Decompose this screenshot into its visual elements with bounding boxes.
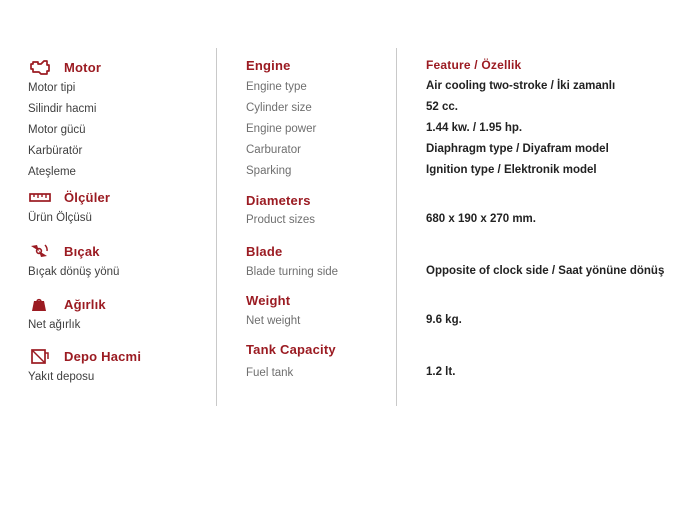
- group-weight-header: [28, 293, 106, 315]
- spec-label-en: Fuel tank: [246, 367, 294, 379]
- group-tank-title: Depo Hacmi: [64, 348, 142, 364]
- group-diameters-title-en: Diameters: [246, 193, 311, 208]
- group-dimensions-header: [28, 186, 110, 208]
- spec-label: Motor tipi: [28, 82, 76, 94]
- spec-label-en: Cylinder size: [246, 102, 312, 114]
- spec-value: 52 cc.: [426, 101, 458, 113]
- spec-value: Air cooling two-stroke / İki zamanlı: [426, 80, 616, 92]
- spec-label: Ateşleme: [28, 166, 76, 178]
- group-blade-title-en: Blade: [246, 244, 283, 259]
- spec-label-en: Engine power: [246, 123, 317, 135]
- group-tank-title-en: Tank Capacity: [246, 342, 336, 357]
- spec-label-en: Sparking: [246, 165, 292, 177]
- spec-value: 1.44 kw. / 1.95 hp.: [426, 122, 523, 134]
- spec-label-en: Carburator: [246, 144, 301, 156]
- spec-value: Diaphragm type / Diyafram model: [426, 143, 609, 155]
- tank-icon: [28, 345, 54, 367]
- spec-label-en: Net weight: [246, 315, 301, 327]
- group-weight-title-en: Weight: [246, 293, 291, 308]
- blade-icon: [28, 240, 54, 262]
- spec-label: Yakıt deposu: [28, 371, 95, 383]
- group-motor: [28, 56, 101, 183]
- spec-label: Silindir hacmi: [28, 103, 97, 115]
- spec-label: Net ağırlık: [28, 319, 81, 331]
- spec-value: 1.2 lt.: [426, 366, 456, 378]
- group-motor-header: [28, 56, 101, 78]
- spec-label: Bıçak dönüş yönü: [28, 266, 120, 278]
- group-weight: [28, 293, 106, 336]
- column-divider-right: [396, 48, 397, 406]
- spec-label: Karbüratör: [28, 145, 83, 157]
- engine-icon: [28, 56, 54, 78]
- ruler-icon: [28, 186, 54, 208]
- spec-label-en: Engine type: [246, 81, 307, 93]
- group-engine-title-en: Engine: [246, 58, 291, 73]
- group-blade-header: [28, 240, 119, 262]
- group-dimensions-title: Ölçüler: [64, 189, 111, 205]
- spec-label: Motor gücü: [28, 124, 86, 136]
- column-divider-left: [216, 48, 217, 406]
- weight-icon: [28, 293, 54, 315]
- group-tank-header: [28, 345, 141, 367]
- spec-value: 680 x 190 x 270 mm.: [426, 213, 536, 225]
- spec-value: 9.6 kg.: [426, 314, 462, 326]
- spec-label: Ürün Ölçüsü: [28, 212, 92, 224]
- group-dimensions: [28, 186, 110, 229]
- spec-value: Opposite of clock side / Saat yönüne dönüş: [426, 265, 665, 277]
- feature-column-header: Feature / Özellik: [426, 58, 522, 72]
- group-tank: [28, 345, 141, 388]
- group-blade-title: Bıçak: [64, 243, 100, 259]
- group-blade: [28, 240, 119, 283]
- spec-label-en: Product sizes: [246, 214, 316, 226]
- group-weight-title: Ağırlık: [64, 296, 106, 312]
- group-motor-title: Motor: [64, 59, 102, 75]
- spec-label-en: Blade turning side: [246, 266, 339, 278]
- spec-value: Ignition type / Elektronik model: [426, 164, 597, 176]
